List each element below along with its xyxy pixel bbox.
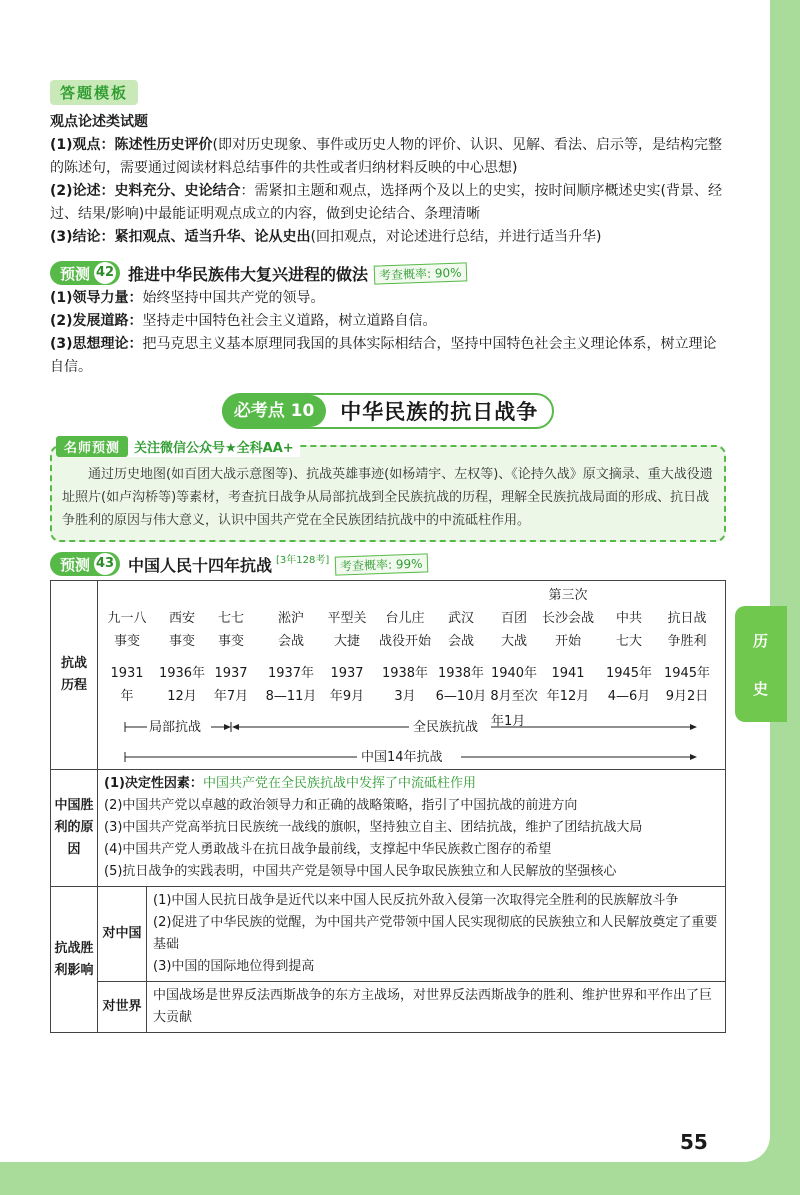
event-name-line: 开始 [554, 634, 581, 649]
event-date-line: 8月至次 [490, 689, 538, 704]
prediction-title: 中国人民十四年抗战 [128, 555, 273, 575]
row-head-impact [51, 887, 98, 1033]
prediction-42-header [50, 261, 726, 285]
event-name-line: 事变 [217, 634, 244, 649]
banner-frame [222, 393, 555, 429]
event-date-line: 1937年 [267, 666, 315, 681]
prediction-42-body [50, 287, 726, 379]
content [50, 80, 726, 1033]
event-name-line: 大战 [500, 634, 527, 649]
event-date-line: 3月 [394, 689, 416, 704]
event-date-line: 年12月 [546, 689, 590, 704]
timeline-cell [98, 581, 726, 770]
prediction-number: 42 [94, 262, 116, 284]
pred-item-text: 把马克思主义基本原理同我国的具体实际相结合，坚持中国特色社会主义理论体系，树立理论自信。 [50, 336, 717, 375]
item-text: ：需紧扣主题和观点，选择两个及以上的史实，按时间顺序概述史实(背景、经过、结果/影响)中最能证明观点成立的内容，做到史论结合、条理清晰 [50, 183, 723, 222]
row-head-course [51, 581, 98, 770]
event-date-line: 1945年 [605, 666, 653, 681]
arrowhead [690, 724, 697, 730]
event-date-line: 年 [120, 689, 134, 704]
banner-title: 中华民族的抗日战争 [340, 400, 539, 424]
prediction-title: 推进中华民族伟大复兴进程的做法 [128, 264, 369, 284]
prediction-label: 预测 [60, 264, 91, 283]
date-continuation: 年1月 [491, 714, 526, 729]
national-war-label: 全民族抗战 [413, 716, 478, 739]
event-name-line: 事变 [113, 634, 140, 649]
pred-item-key: (2)发展道路： [50, 313, 143, 329]
teacher-prediction-header [56, 436, 300, 457]
reason-key-text: 中国共产党在全民族抗战中发挥了中流砥柱作用 [202, 776, 476, 791]
pred-item-key: (1)领导力量： [50, 290, 143, 306]
event-name-line: 战役开始 [378, 634, 431, 649]
template-item [50, 226, 726, 249]
exam-frequency: [3年128考] [276, 554, 330, 566]
event-name-line: 七大 [615, 634, 642, 649]
probability-stamp: 考查概率: 90% [374, 262, 467, 284]
key-point-banner [50, 393, 726, 429]
event-name-line: 会战 [447, 634, 474, 649]
row-head-reasons [51, 770, 98, 887]
reason-item: (2)中国共产党以卓越的政治领导力和正确的战略策略，指引了中国抗战的前进方向 [104, 798, 578, 813]
item-text: (即对历史现象、事件或历史人物的评价、认识、见解、看法、启示等，是结构完整的陈述句，需要通过阅读材料总结事件的共性或者归纳材料反映的中心思想) [50, 137, 723, 176]
impact-item: (2)促进了中华民族的觉醒，为中国共产党带领中国人民实现彻底的民族独立和人民解放奠定了重要基础 [153, 915, 718, 952]
table-row [51, 581, 726, 770]
event-date-line: 9月2日 [665, 689, 709, 704]
event-date-line: 1937 [214, 666, 248, 681]
answer-template-section [50, 80, 726, 249]
event-name-line: 台儿庄 [385, 611, 425, 626]
item-prefix: (1)观点： [50, 137, 115, 153]
teacher-prediction-text: 通过历史地图(如百团大战示意图等)、抗战英雄事迹(如杨靖宇、左权等)、《论持久战》原文摘录、重大战役遗址照片(如卢沟桥等)等素材，考查抗日战争从局部抗战到全民族抗战的历程，理解全民族抗战局面的形成、抗日战争胜利的原因与伟大意义，认识中国共产党在全民族团结抗战中的中流砥柱作用。 [62, 467, 713, 528]
event-name-line: 七七 [217, 611, 244, 626]
item-key: 陈述性历史评价 [114, 137, 213, 153]
probability-stamp: 考查概率: 99% [335, 553, 428, 575]
china-impact-cell [147, 887, 726, 982]
event-name-line: 武汉 [447, 611, 474, 626]
timeline [99, 582, 724, 768]
event-name-line: 西安 [168, 611, 195, 626]
arrowhead [232, 724, 239, 730]
table-row [51, 887, 726, 982]
row-head-text: 抗战历程 [60, 656, 87, 693]
event-date-line: 1936年 [158, 666, 206, 681]
table-row [51, 982, 726, 1033]
side-tab-char: 历 [753, 632, 769, 650]
event-date-line: 1940年 [490, 666, 538, 681]
fourteen-year-war-label: 中国14年抗战 [361, 746, 443, 769]
pred-item-key: (3)思想理论： [50, 336, 143, 352]
arrowhead [690, 754, 697, 760]
reason-item: (4)中国共产党人勇敢战斗在抗日战争最前线，支撑起中华民族救亡图存的希望 [104, 842, 552, 857]
pred-item [50, 310, 726, 333]
event-date-line: 年7月 [213, 689, 249, 704]
pred-item-text: 坚持走中国特色社会主义道路，树立道路自信。 [142, 313, 437, 329]
event-name-line: 事变 [168, 634, 195, 649]
world-impact-cell [147, 982, 726, 1033]
sub-head-world: 对世界 [98, 982, 147, 1033]
impact-item: (3)中国的国际地位得到提高 [153, 959, 315, 974]
banner-tag: 必考点 10 [222, 395, 327, 427]
prediction-43-header [50, 552, 726, 576]
prediction-number: 43 [94, 553, 116, 575]
event-name-line: 大捷 [333, 634, 360, 649]
reasons-cell [98, 770, 726, 887]
reason-item: (5)抗日战争的实践表明，中国共产党是领导中国人民争取民族独立和人民解放的坚强核心 [104, 864, 617, 879]
reason-key: (1)决定性因素： [104, 776, 203, 791]
teacher-prediction-tag: 名师预测 [56, 436, 128, 457]
teacher-prediction-box [50, 441, 726, 542]
timeline-arrows [99, 582, 719, 768]
event-name-line: 九一八 [107, 611, 147, 626]
event-date-line: 1937 [330, 666, 364, 681]
pred-item [50, 333, 726, 379]
impact-item: (1)中国人民抗日战争是近代以来中国人民反抗外敌入侵第一次取得完全胜利的民族解放斗争 [153, 893, 679, 908]
reason-item [98, 773, 725, 795]
row-head-text: 抗战胜利影响 [54, 940, 94, 978]
side-tab-char: 史 [753, 680, 769, 698]
template-item [50, 134, 726, 180]
event-name-line: 会战 [277, 634, 304, 649]
table-row [51, 770, 726, 887]
event-name-line: 争胜利 [667, 634, 707, 649]
subject-side-tab [735, 606, 787, 722]
event-date-line: 1945年 [663, 666, 711, 681]
item-prefix: (3)结论： [50, 229, 115, 245]
event-name-line: 长沙会战 [541, 611, 594, 626]
prediction-badge [50, 552, 120, 576]
prediction-badge [50, 261, 120, 285]
event-date-line: 8—11月 [265, 689, 317, 704]
item-text: (回扣观点，对论述进行总结，并进行适当升华) [310, 229, 602, 245]
event-date-line: 1941 [551, 666, 585, 681]
event-name-line: 百团 [500, 611, 527, 626]
reason-item: (3)中国共产党高举抗日民族统一战线的旗帜，坚持独立自主、团结抗战，维护了团结抗战大局 [104, 820, 643, 835]
pred-item [50, 287, 726, 310]
item-key: 紧扣观点、适当升华、论从史出 [114, 229, 311, 245]
page-number: 55 [680, 1130, 708, 1154]
item-key: 史料充分、史论结合 [114, 183, 241, 199]
prediction-label: 预测 [60, 555, 91, 574]
anti-japanese-war-table [50, 580, 726, 1033]
sub-head-china: 对中国 [98, 887, 147, 982]
event-date-line: 12月 [167, 689, 197, 704]
wechat-note: 关注微信公众号★全科AA+ [134, 441, 294, 456]
event-name-line: 第三次 [548, 588, 588, 603]
event-date-line: 年9月 [329, 689, 365, 704]
event-date-line: 6—10月 [435, 689, 487, 704]
event-date-line: 1938年 [381, 666, 429, 681]
event-name-line: 抗日战 [667, 611, 707, 626]
event-name-line: 平型关 [327, 611, 367, 626]
event-date-line: 1931 [110, 666, 144, 681]
event-name-line: 中共 [615, 611, 642, 626]
event-date-line: 1938年 [437, 666, 485, 681]
event-date-line: 4—6月 [607, 689, 651, 704]
local-war-label: 局部抗战 [149, 716, 201, 739]
arrowhead [224, 724, 231, 730]
template-heading: 答题模板 [50, 80, 138, 105]
template-item [50, 180, 726, 226]
item-prefix: (2)论述： [50, 183, 115, 199]
pred-item-text: 始终坚持中国共产党的领导。 [142, 290, 325, 306]
event-name-line: 淞沪 [277, 611, 304, 626]
row-head-text: 中国胜利的原因 [54, 798, 94, 857]
template-subheading: 观点论述类试题 [50, 114, 148, 130]
impact-item: 中国战场是世界反法西斯战争的东方主战场，对世界反法西斯战争的胜利、维护世界和平作出了巨大贡献 [153, 988, 713, 1025]
